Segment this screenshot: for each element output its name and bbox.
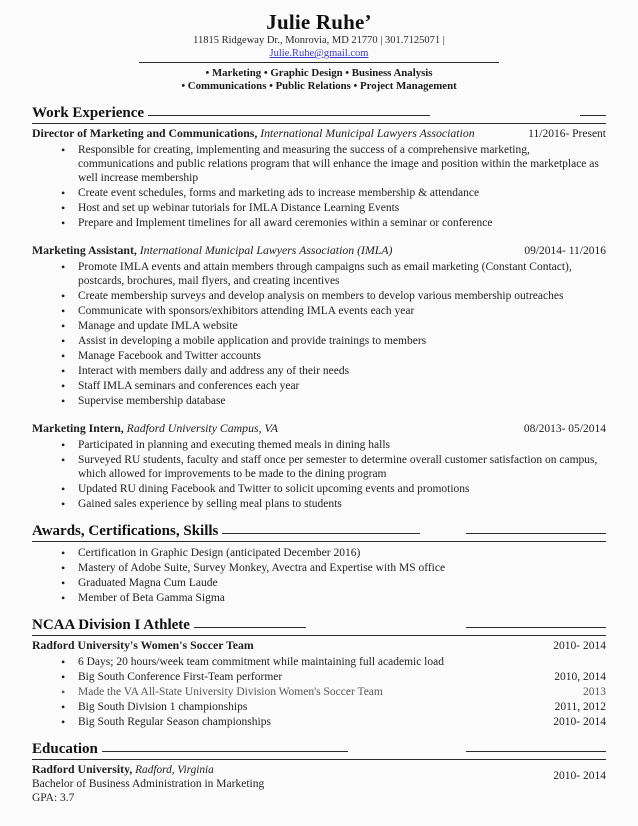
ncaa-bullet-text: • Big South Conference First-Team performer (78, 671, 283, 683)
skills-line-1: • Marketing • Graphic Design • Business Analysis (205, 67, 433, 79)
job-bullet: • Assist in developing a mobile application and provide trainings to members (78, 334, 606, 348)
ncaa-bullet (78, 685, 606, 699)
candidate-name: Julie Ruhe’ (266, 10, 372, 34)
job-title-line (32, 421, 278, 436)
school-name: Radford University, (32, 762, 133, 776)
ncaa-bullet-date: 2010- 2014 (553, 716, 606, 728)
heading-underscore-line (580, 115, 606, 116)
job-dates: 08/2013- 05/2014 (523, 423, 606, 435)
job-bullet: • Updated RU dining Facebook and Twitter to solicit upcoming events and promotions (78, 482, 606, 496)
job-bullet: • Surveyed RU students, faculty and staff once per semester to determine overall customer satisfaction on campus, which allowed for improvements to be made to the dining program (78, 453, 606, 481)
section-title: Awards, Certifications, Skills (32, 523, 219, 539)
ncaa-bullet-text: • Big South Division 1 championships (78, 701, 248, 713)
skills-line-2: • Communications • Public Relations • Project Management (181, 80, 457, 92)
award-bullet: • Certification in Graphic Design (anticipated December 2016) (78, 546, 606, 560)
degree-line: Bachelor of Business Administration in Marketing (32, 778, 265, 790)
ncaa-bullet-list (32, 655, 606, 729)
section-title: Work Experience (32, 105, 145, 121)
job-entry (32, 243, 606, 408)
job-bullet: • Staff IMLA seminars and conferences each year (78, 379, 606, 393)
team-dates: 2010- 2014 (553, 640, 606, 652)
job-dates: 11/2016- Present (528, 128, 606, 140)
job-dates: 09/2014- 11/2016 (524, 245, 606, 257)
award-bullet: • Member of Beta Gamma Sigma (78, 591, 606, 605)
heading-underscore-line (466, 533, 606, 534)
ncaa-bullet (78, 715, 606, 729)
gpa-line: GPA: 3.7 (32, 792, 75, 804)
ncaa-bullet (78, 700, 606, 714)
ncaa-bullet (78, 655, 606, 669)
education-details (32, 762, 543, 805)
award-bullet: • Graduated Magna Cum Laude (78, 576, 606, 590)
section-education (32, 741, 606, 805)
job-entry (32, 421, 606, 511)
job-title: Marketing Intern, (32, 421, 124, 435)
work-experience-heading (32, 105, 606, 124)
job-bullet-list (32, 438, 606, 511)
job-title: Marketing Assistant, (32, 243, 137, 257)
heading-underscore-line (466, 751, 606, 752)
section-ncaa (32, 617, 606, 729)
heading-underscore-line (222, 533, 420, 534)
job-bullet: • Gained sales experience by selling meal plans to students (78, 497, 606, 511)
ncaa-heading (32, 617, 606, 636)
job-org: International Municipal Lawyers Association (260, 126, 475, 140)
job-bullet: • Manage and update IMLA website (78, 319, 606, 333)
ncaa-bullet-date: 2010, 2014 (554, 671, 606, 683)
heading-underscore-line (148, 115, 430, 116)
job-bullet: • Create membership surveys and develop analysis on members to develop various membership outreaches (78, 289, 606, 303)
team-header (32, 638, 606, 653)
section-title: Education (32, 741, 98, 757)
header-divider (139, 62, 499, 63)
job-bullet-list (32, 260, 606, 408)
job-title: Director of Marketing and Communications, (32, 126, 258, 140)
education-school-line (32, 762, 543, 777)
job-entry (32, 126, 606, 230)
heading-underscore-line (194, 627, 306, 628)
award-bullet: • Mastery of Adobe Suite, Survey Monkey, Avectra and Expertise with MS office (78, 561, 606, 575)
job-bullet: • Promote IMLA events and attain members through campaigns such as email marketing (Constant Contact), postcards, brochures, mail flyers, and creating incentives (78, 260, 606, 288)
awards-bullet-list (32, 546, 606, 605)
heading-underscore-line (102, 751, 348, 752)
ncaa-bullet-text: • Made the VA All-State University Division Women's Soccer Team (78, 686, 383, 698)
contact-line: 11815 Ridgeway Dr., Monrovia, MD 21770 | 301.7125071 | (193, 35, 445, 46)
job-bullet-list (32, 143, 606, 230)
ncaa-bullet-text: • Big South Regular Season championships (78, 716, 271, 728)
ncaa-bullet-text: • 6 Days; 20 hours/week team commitment while maintaining full academic load (78, 656, 444, 668)
job-bullet: • Communicate with sponsors/exhibitors attending IMLA events each year (78, 304, 606, 318)
job-bullet: • Create event schedules, forms and marketing ads to increase membership & attendance (78, 186, 606, 200)
section-title: NCAA Division I Athlete (32, 617, 190, 633)
school-location: Radford, Virginia (135, 764, 214, 776)
job-title-line (32, 126, 475, 141)
job-bullet: • Prepare and Implement timelines for all award ceremonies within a seminar or conference (78, 216, 606, 230)
ncaa-bullet (78, 670, 606, 684)
heading-underscore-line (466, 627, 606, 628)
job-org: International Municipal Lawyers Association (IMLA) (139, 243, 393, 257)
job-header (32, 243, 606, 258)
resume-header (32, 10, 606, 93)
job-title-line (32, 243, 393, 258)
section-awards (32, 523, 606, 605)
awards-heading (32, 523, 606, 542)
job-bullet: • Manage Facebook and Twitter accounts (78, 349, 606, 363)
job-org: Radford University Campus, VA (126, 421, 279, 435)
job-header (32, 126, 606, 141)
job-bullet: • Responsible for creating, implementing and measuring the success of a comprehensive marketing, communications and public relations program that will enhance the image and position within the marketplace as well increase membership (78, 143, 606, 185)
ncaa-bullet-date: 2013 (583, 686, 606, 698)
job-bullet: • Interact with members daily and address any of their needs (78, 364, 606, 378)
team-entry (32, 638, 606, 729)
team-name: Radford University's Women's Soccer Team (32, 638, 254, 652)
section-work-experience (32, 105, 606, 511)
education-dates: 2010- 2014 (553, 770, 606, 782)
job-header (32, 421, 606, 436)
education-heading (32, 741, 606, 760)
email-link[interactable]: Julie.Ruhe@gmail.com (269, 48, 369, 59)
job-bullet: • Participated in planning and executing themed meals in dining halls (78, 438, 606, 452)
education-entry (32, 762, 606, 805)
job-bullet: • Host and set up webinar tutorials for IMLA Distance Learning Events (78, 201, 606, 215)
job-bullet: • Supervise membership database (78, 394, 606, 408)
email-row (32, 47, 606, 60)
ncaa-bullet-date: 2011, 2012 (554, 701, 606, 713)
